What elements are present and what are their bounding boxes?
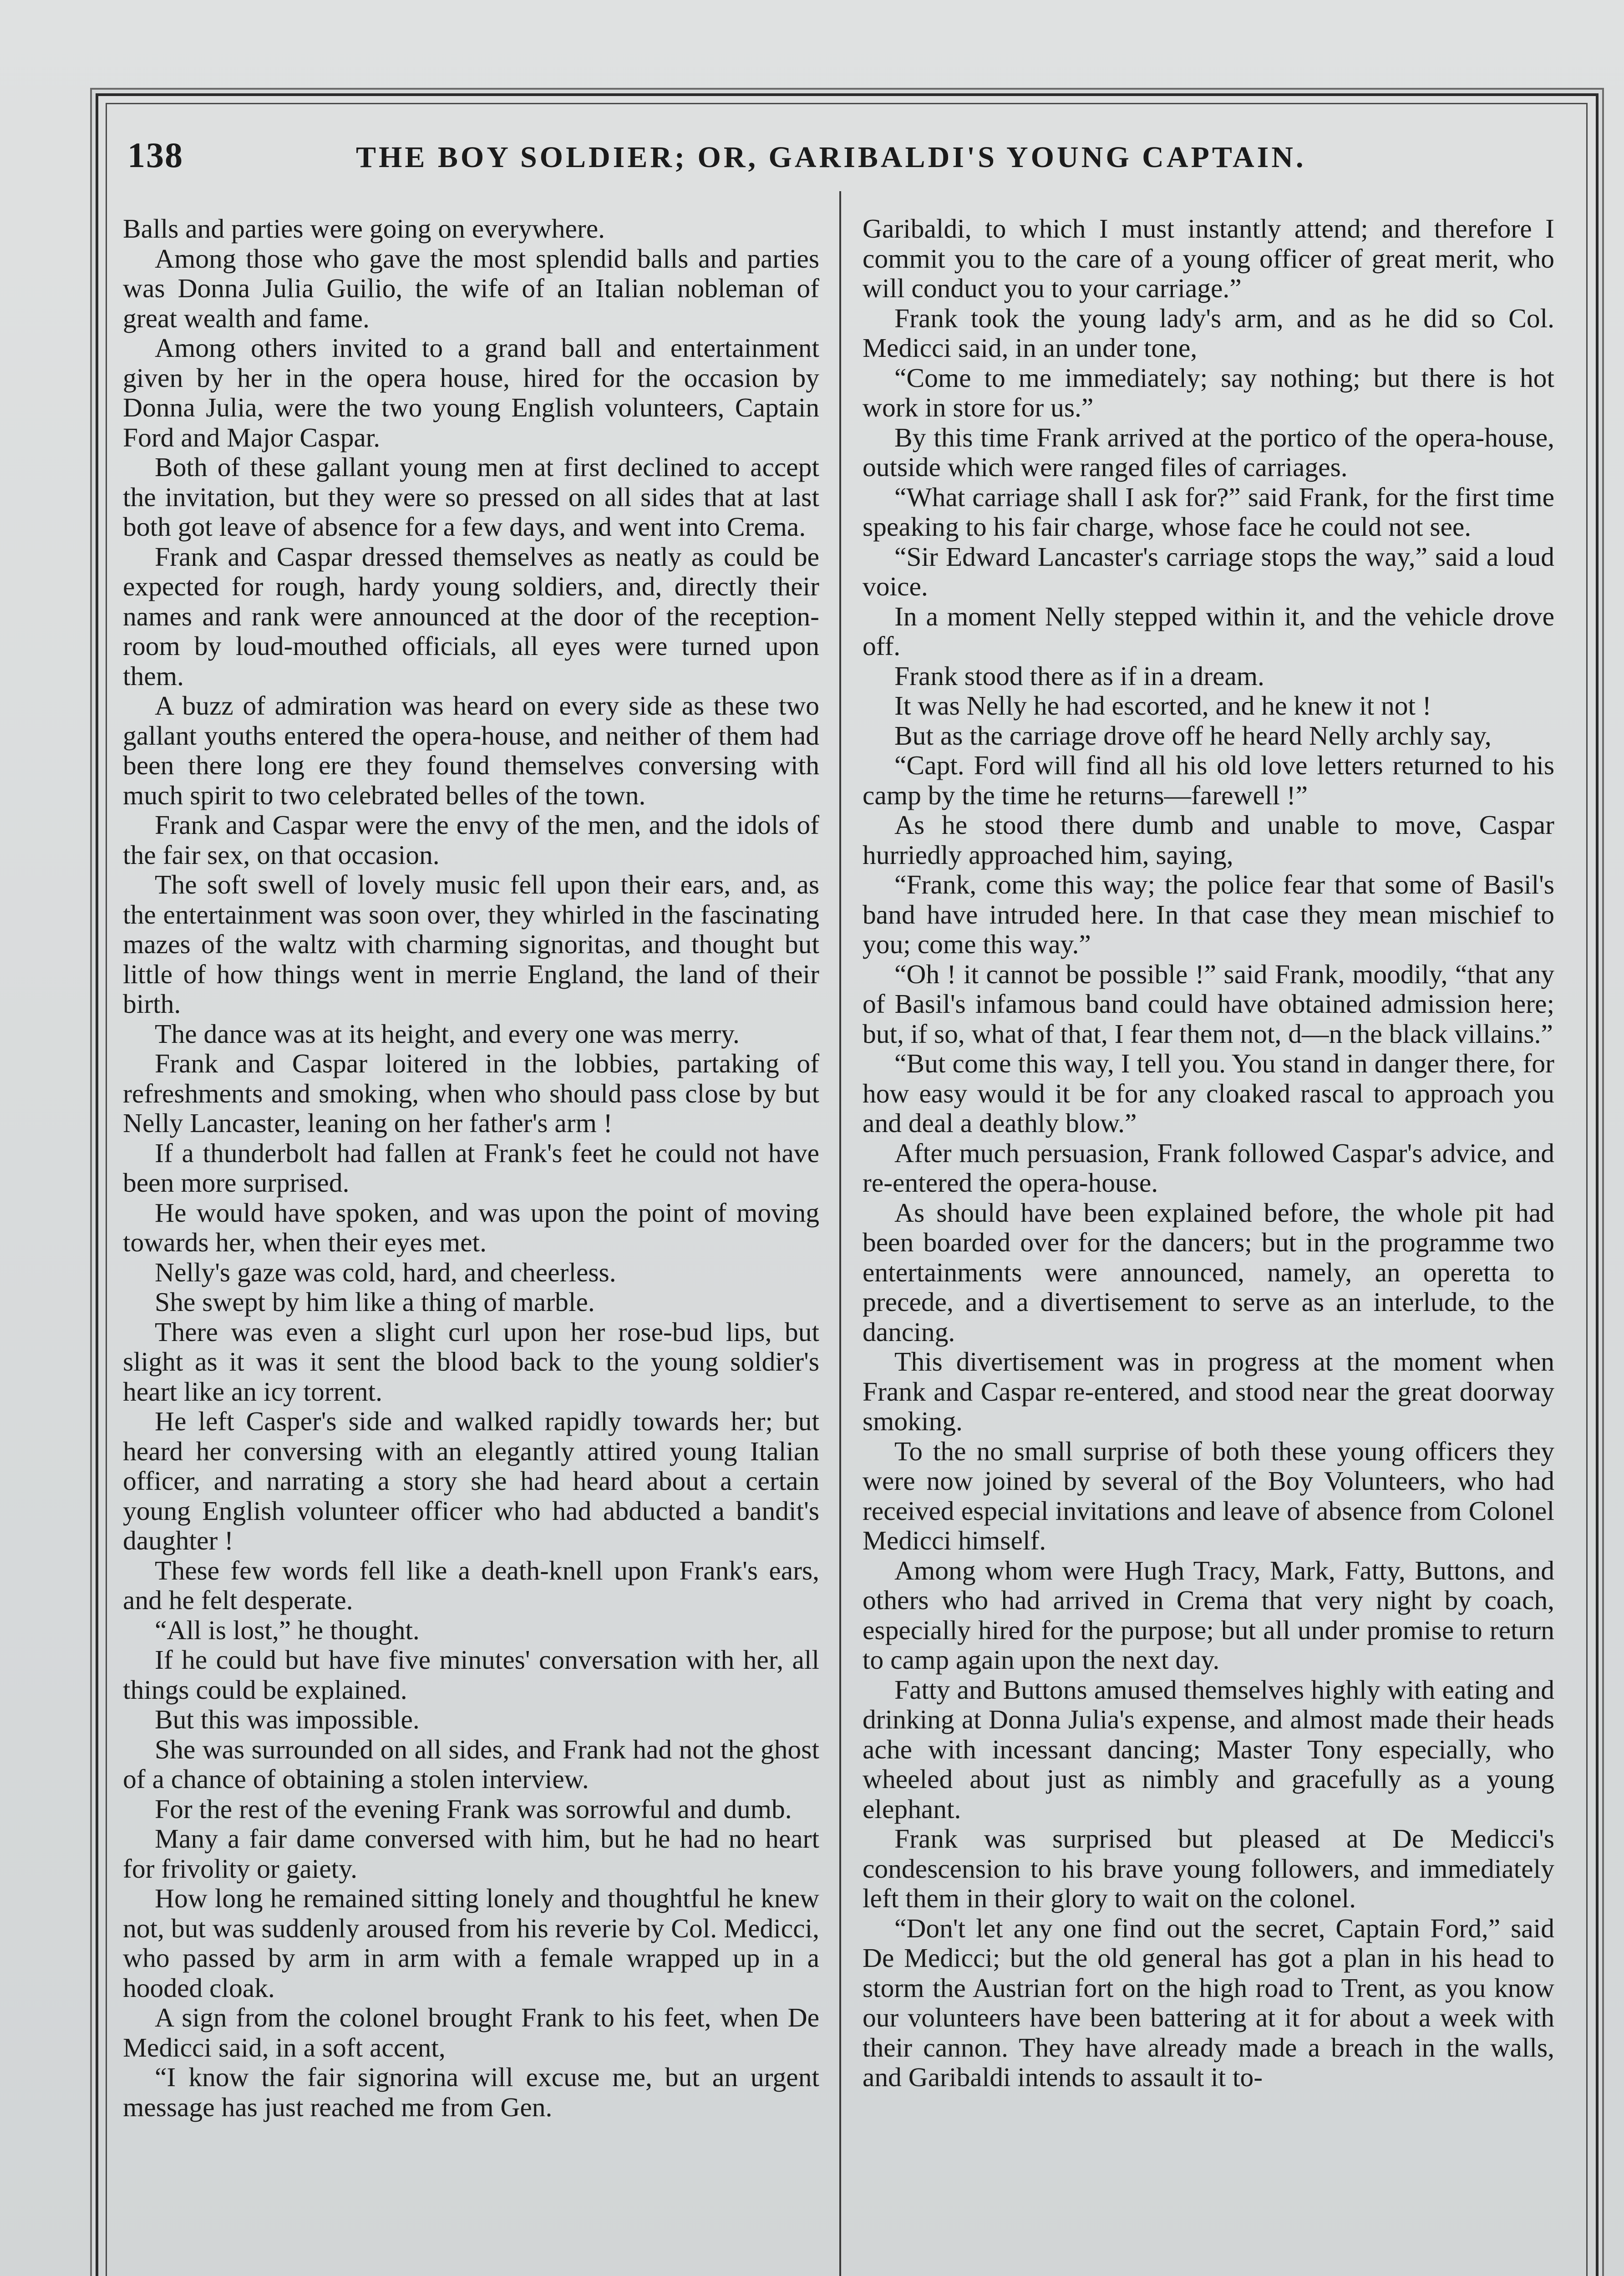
paragraph: As he stood there dumb and unable to move, Caspar hurriedly approached him, saying, <box>863 810 1554 870</box>
paragraph: Nelly's gaze was cold, hard, and cheerless. <box>155 1257 616 1287</box>
paragraph: “Oh ! it cannot be possible !” said Frank, moodily, “that any of Basil's infamous band could have obtained admission here; but, if so, what of that, I fear them not, d—n the black villains.” <box>863 959 1554 1049</box>
paragraph: If he could but have five minutes' conversation with her, all things could be explained. <box>123 1645 819 1705</box>
paragraph: Many a fair dame conversed with him, but he had no heart for frivolity or gaiety. <box>123 1824 819 1884</box>
paragraph: There was even a slight curl upon her rose-bud lips, but slight as it was it sent the blood back to the young soldier's heart like an icy torrent. <box>123 1316 819 1407</box>
paragraph: “Come to me immediately; say nothing; but there is hot work in store for us.” <box>863 362 1554 422</box>
paragraph: By this time Frank arrived at the portico of the opera-house, outside which were ranged files of carriages. <box>863 422 1554 482</box>
paragraph: A buzz of admiration was heard on every side as these two gallant youths entered the opera-house, and neither of them had been there long ere they found themselves conversing with much spirit to two celebrated belles of the town. <box>123 691 819 810</box>
paragraph: In a moment Nelly stepped within it, and the vehicle drove off. <box>863 601 1554 661</box>
paragraph: “Frank, come this way; the police fear that some of Basil's band have intruded here. In that case they mean mischief to you; come this way.” <box>863 869 1554 959</box>
paragraph: To the no small surprise of both these young officers they were now joined by several of the Boy Volunteers, who had received especial invitations and leave of absence from Colonel Medicci himself. <box>863 1436 1554 1555</box>
paragraph: It was Nelly he had escorted, and he knew it not ! <box>894 691 1431 721</box>
paragraph: For the rest of the evening Frank was sorrowful and dumb. <box>155 1793 792 1824</box>
paragraph: Frank and Caspar loitered in the lobbies, partaking of refreshments and smoking, when who should pass close by but Nelly Lancaster, leaning on her father's arm ! <box>123 1048 819 1138</box>
right-column <box>863 214 1554 2276</box>
column-divider <box>839 191 841 2276</box>
paragraph: “I know the fair signorina will excuse me, but an urgent message has just reached me from Gen. <box>123 2062 819 2122</box>
running-title: THE BOY SOLDIER; OR, GARIBALDI'S YOUNG CAPTAIN. <box>356 141 1306 174</box>
paragraph: As should have been explained before, the whole pit had been boarded over for the dancers; but in the programme two entertainments were announced, namely, an operetta to precede, and a divertisement to serve as an interlude, to the dancing. <box>863 1197 1554 1347</box>
page-number: 138 <box>127 135 183 175</box>
paragraph: The soft swell of lovely music fell upon their ears, and, as the entertainment was soon over, they whirled in the fascinating mazes of the waltz with charming signoritas, and thought but little of how things went in merrie England, the land of their birth. <box>123 869 819 1019</box>
paragraph: If a thunderbolt had fallen at Frank's feet he could not have been more surprised. <box>123 1138 819 1198</box>
paragraph: Among those who gave the most splendid balls and parties was Donna Julia Guilio, the wife of an Italian nobleman of great wealth and fame. <box>123 243 819 333</box>
left-column <box>123 214 819 2276</box>
paragraph: She swept by him like a thing of marble. <box>155 1287 595 1317</box>
paragraph: Frank and Caspar dressed themselves as neatly as could be expected for rough, hardy young soldiers, and, directly their names and rank were announced at the door of the reception-room by loud-mouthed officials, all eyes were turned upon them. <box>123 541 819 691</box>
paragraph: These few words fell like a death-knell upon Frank's ears, and he felt desperate. <box>123 1555 819 1615</box>
paragraph: Among whom were Hugh Tracy, Mark, Fatty, Buttons, and others who had arrived in Crema that very night by coach, especially hired for the purpose; but all under promise to return to camp again upon the next day. <box>863 1555 1554 1675</box>
paragraph: But this was impossible. <box>155 1704 420 1734</box>
paragraph: Among others invited to a grand ball and entertainment given by her in the opera house, hired for the occasion by Donna Julia, were the two young English volunteers, Captain Ford and Major Caspar. <box>123 333 819 452</box>
paragraph: Frank was surprised but pleased at De Medicci's condescension to his brave young followers, and immediately left them in their glory to wait on the colonel. <box>863 1824 1554 1913</box>
paragraph: She was surrounded on all sides, and Frank had not the ghost of a chance of obtaining a stolen interview. <box>123 1734 819 1794</box>
paragraph: “Sir Edward Lancaster's carriage stops the way,” said a loud voice. <box>863 541 1554 601</box>
paragraph: Frank stood there as if in a dream. <box>894 660 1264 691</box>
paragraph: After much persuasion, Frank followed Caspar's advice, and re-entered the opera-house. <box>863 1138 1554 1198</box>
page-header <box>106 132 1585 191</box>
paragraph: A sign from the colonel brought Frank to his feet, when De Medicci said, in a soft accent, <box>123 2002 819 2063</box>
paragraph: But as the carriage drove off he heard Nelly archly say, <box>894 720 1492 751</box>
paragraph: Balls and parties were going on everywhere. <box>123 214 605 244</box>
paragraph: The dance was at its height, and every one was merry. <box>155 1018 740 1049</box>
paragraph: He left Casper's side and walked rapidly towards her; but heard her conversing with an elegantly attired young Italian officer, and narrating a story she had heard about a certain young English volunteer officer who had abducted a bandit's daughter ! <box>123 1406 819 1555</box>
paragraph: “Capt. Ford will find all his old love letters returned to his camp by the time he returns—farewell !” <box>863 750 1554 810</box>
paragraph: He would have spoken, and was upon the point of moving towards her, when their eyes met. <box>123 1197 819 1257</box>
paragraph: “What carriage shall I ask for?” said Frank, for the first time speaking to his fair charge, whose face he could not see. <box>863 482 1554 542</box>
paragraph: Garibaldi, to which I must instantly attend; and therefore I commit you to the care of a young officer of great merit, who will conduct you to your carriage.” <box>863 214 1554 303</box>
paragraph: How long he remained sitting lonely and thoughtful he knew not, but was suddenly aroused from his reverie by Col. Medicci, who passed by arm in arm with a female wrapped up in a hooded cloak. <box>123 1883 819 2003</box>
paragraph: This divertisement was in progress at the moment when Frank and Caspar re-entered, and stood near the great doorway smoking. <box>863 1346 1554 1436</box>
paragraph: “But come this way, I tell you. You stand in danger there, for how easy would it be for any cloaked rascal to approach you and deal a deathly blow.” <box>863 1048 1554 1138</box>
paragraph: Fatty and Buttons amused themselves highly with eating and drinking at Donna Julia's expense, and almost made their heads ache with incessant dancing; Master Tony especially, who wheeled about just as nimbly and gracefully as a young elephant. <box>863 1674 1554 1824</box>
paragraph: “All is lost,” he thought. <box>155 1615 420 1645</box>
paragraph: Both of these gallant young men at first declined to accept the invitation, but they were so pressed on all sides that at last both got leave of absence for a few days, and went into Crema. <box>123 452 819 542</box>
paragraph: Frank took the young lady's arm, and as he did so Col. Medicci said, in an under tone, <box>863 303 1554 363</box>
paragraph: “Don't let any one find out the secret, Captain Ford,” said De Medicci; but the old general has got a plan in his head to storm the Austrian fort on the high road to Trent, as you know our volunteers have been battering at it for about a week with their cannon. They have already made a breach in the walls, and Garibaldi intends to assault it to- <box>863 1913 1554 2092</box>
paragraph: Frank and Caspar were the envy of the men, and the idols of the fair sex, on that occasion. <box>123 810 819 870</box>
